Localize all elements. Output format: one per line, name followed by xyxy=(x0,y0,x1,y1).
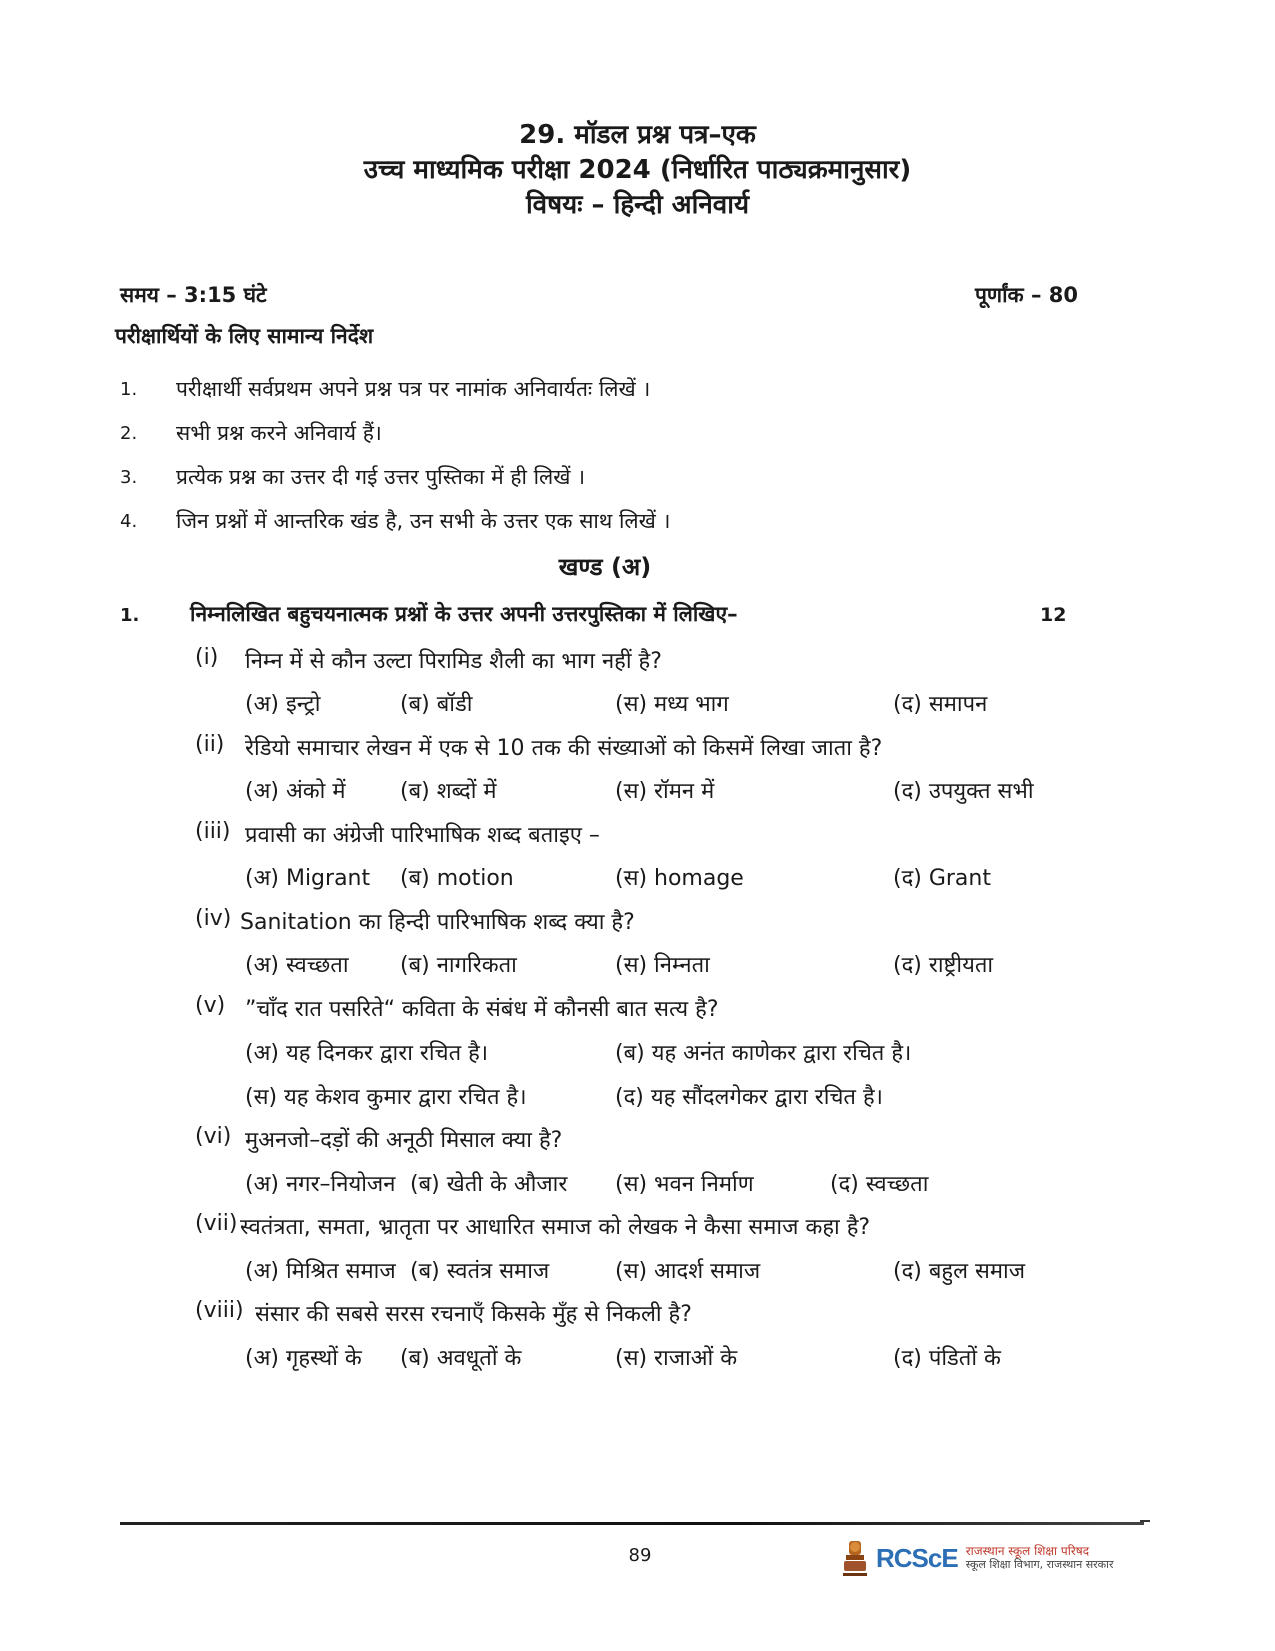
option: (अ) अंको में xyxy=(245,779,346,804)
option: (ब) स्वतंत्र समाज xyxy=(410,1259,550,1284)
instruction-text: सभी प्रश्न करने अनिवार्य हैं। xyxy=(176,421,382,445)
subquestion-text: निम्न में से कौन उल्टा पिरामिड शैली का भाग नहीं है? xyxy=(245,649,662,674)
option: (स) homage xyxy=(615,866,744,891)
option: (ब) यह अनंत काणेकर द्वारा रचित है। xyxy=(615,1041,912,1066)
option: (अ) गृहस्थों के xyxy=(245,1346,362,1371)
subquestion-text: संसार की सबसे सरस रचनाएँ किसके मुँह से निकली है? xyxy=(255,1302,692,1327)
rcsce-wordmark: RCScE xyxy=(876,1542,958,1573)
option: (स) भवन निर्माण xyxy=(615,1172,754,1197)
option: (ब) बॉडी xyxy=(400,692,473,717)
question-instruction: निम्नलिखित बहुचयनात्मक प्रश्नों के उत्तर अपनी उत्तरपुस्तिका में लिखिए– xyxy=(190,602,738,626)
question-marks: 12 xyxy=(1040,604,1067,626)
subquestion-number: (i) xyxy=(195,645,219,670)
question-number: 1. xyxy=(120,605,140,626)
subquestion-number: (v) xyxy=(195,993,226,1018)
option: (द) उपयुक्त सभी xyxy=(893,779,1034,804)
option: (द) Grant xyxy=(893,866,991,891)
instruction-text: प्रत्येक प्रश्न का उत्तर दी गई उत्तर पुस्तिका में ही लिखें । xyxy=(176,465,586,489)
subquestion-number: (vii) xyxy=(195,1211,238,1236)
instruction-number: 3. xyxy=(120,467,138,488)
rcsce-logo xyxy=(840,1535,1142,1581)
option: (ब) खेती के औजार xyxy=(410,1172,568,1197)
option: (द) स्वच्छता xyxy=(830,1172,929,1197)
subject-title: विषयः – हिन्दी अनिवार्य xyxy=(525,190,750,220)
option: (द) राष्ट्रीयता xyxy=(893,953,994,978)
section-title: खण्ड (अ) xyxy=(558,553,652,581)
subquestion-number: (vi) xyxy=(195,1124,232,1149)
paper-title: 29. मॉडल प्रश्न पत्र–एक xyxy=(519,120,756,150)
time-duration: समय – 3:15 घंटे xyxy=(120,283,267,307)
subquestion-text: Sanitation का हिन्दी पारिभाषिक शब्द क्या है? xyxy=(240,910,635,935)
instruction-number: 4. xyxy=(120,511,138,532)
rcsce-caption-line1: राजस्थान स्कूल शिक्षा परिषद xyxy=(965,1544,1090,1558)
option: (ब) motion xyxy=(400,866,514,891)
option: (द) समापन xyxy=(893,692,988,717)
option: (अ) इन्ट्रो xyxy=(245,692,321,717)
total-marks: पूर्णांक – 80 xyxy=(975,283,1079,307)
page-number: 89 xyxy=(628,1545,652,1566)
option: (द) पंडितों के xyxy=(893,1346,1001,1371)
option: (ब) अवधूतों के xyxy=(400,1346,522,1371)
instruction-number: 2. xyxy=(120,423,138,444)
instruction-text: परीक्षार्थी सर्वप्रथम अपने प्रश्न पत्र पर नामांक अनिवार्यतः लिखें । xyxy=(176,377,651,401)
subquestion-text: रेडियो समाचार लेखन में एक से 10 तक की संख्याओं को किसमें लिखा जाता है? xyxy=(245,736,883,761)
subquestion-number: (ii) xyxy=(195,732,225,757)
instructions-heading: परीक्षार्थियों के लिए सामान्य निर्देश xyxy=(115,324,374,348)
exam-name: उच्च माध्यमिक परीक्षा 2024 (निर्धारित पाठ्यक्रमानुसार) xyxy=(363,155,912,185)
subquestion-number: (iv) xyxy=(195,906,232,931)
option: (अ) यह दिनकर द्वारा रचित है। xyxy=(245,1041,489,1066)
option: (स) आदर्श समाज xyxy=(615,1259,761,1284)
subquestion-text: प्रवासी का अंग्रेजी पारिभाषिक शब्द बताइए – xyxy=(245,823,600,848)
option: (स) मध्य भाग xyxy=(615,692,729,717)
subquestion-text: मुअनजो–दड़ों की अनूठी मिसाल क्या है? xyxy=(245,1128,563,1153)
option: (अ) स्वच्छता xyxy=(245,953,349,978)
subquestion-text: ”चाँद रात पसरिते“ कविता के संबंध में कौनसी बात सत्य है? xyxy=(245,997,719,1022)
option: (अ) Migrant xyxy=(245,866,371,891)
instruction-number: 1. xyxy=(120,379,138,400)
instruction-text: जिन प्रश्नों में आन्तरिक खंड है, उन सभी के उत्तर एक साथ लिखें । xyxy=(176,509,671,533)
option: (ब) शब्दों में xyxy=(400,779,497,804)
rcsce-caption-line2: स्कूल शिक्षा विभाग, राजस्थान सरकार xyxy=(965,1558,1114,1571)
option: (द) बहुल समाज xyxy=(893,1259,1026,1284)
state-emblem-icon xyxy=(840,1537,870,1579)
option: (स) यह केशव कुमार द्वारा रचित है। xyxy=(245,1085,527,1110)
option: (द) यह सौंदलगेकर द्वारा रचित है। xyxy=(615,1085,883,1110)
option: (स) रॉमन में xyxy=(615,779,715,804)
subquestion-number: (iii) xyxy=(195,819,231,844)
subquestion-text: स्वतंत्रता, समता, भ्रातृता पर आधारित समाज को लेखक ने कैसा समाज कहा है? xyxy=(240,1215,871,1240)
rcsce-caption xyxy=(966,1544,1114,1572)
option: (स) राजाओं के xyxy=(615,1346,738,1371)
footer-rule xyxy=(120,1522,1144,1525)
option: (अ) मिश्रित समाज xyxy=(245,1259,396,1284)
footer-rule-tail xyxy=(1140,1520,1150,1522)
option: (ब) नागरिकता xyxy=(400,953,517,978)
subquestion-number: (viii) xyxy=(195,1298,244,1323)
option: (स) निम्नता xyxy=(615,953,710,978)
option: (अ) नगर–नियोजन xyxy=(245,1172,396,1197)
